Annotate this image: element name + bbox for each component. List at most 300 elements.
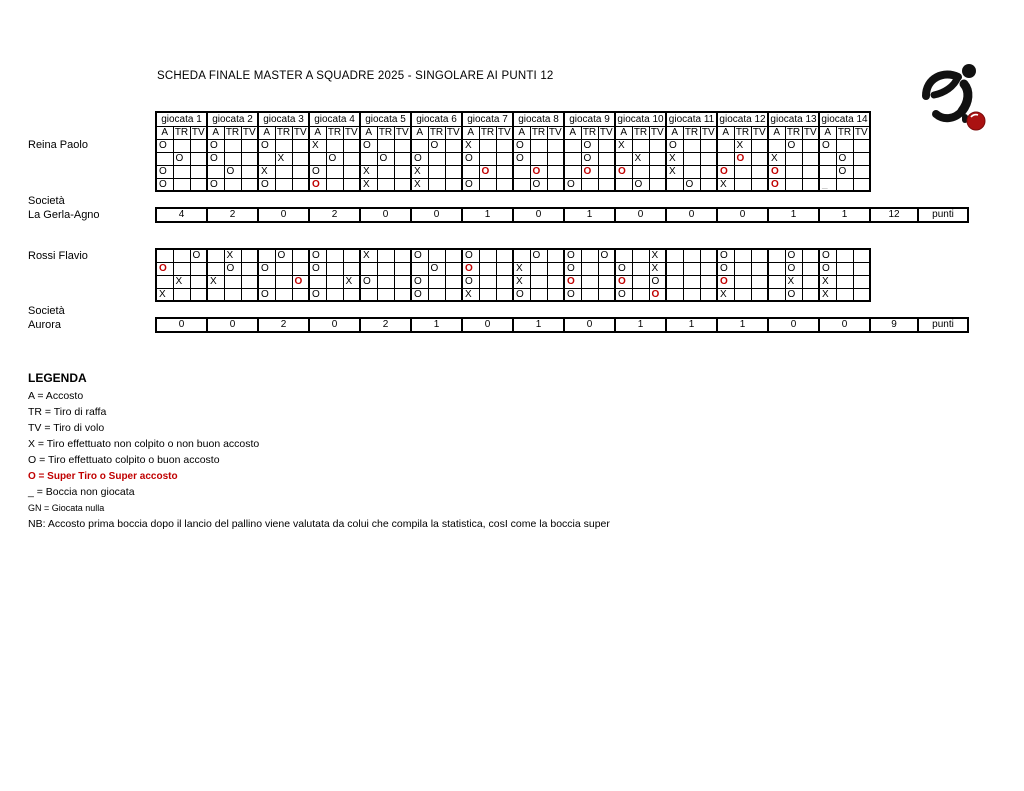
grid-cell [275, 139, 292, 152]
grid-cell [377, 178, 394, 191]
grid-cell [207, 165, 224, 178]
grid-cell [598, 288, 615, 301]
grid-cell [819, 152, 836, 165]
grid-cell: X [819, 288, 836, 301]
grid-cell [683, 165, 700, 178]
grid-cell [275, 262, 292, 275]
grid-cell: O [411, 249, 428, 262]
subcol-header: TR [735, 127, 750, 138]
grid-cell [530, 275, 547, 288]
grid-cell [632, 262, 649, 275]
grid-cell: O [819, 139, 836, 152]
player2-societa-name: Aurora [28, 319, 62, 331]
grid-cell [190, 275, 207, 288]
grid-cell [547, 152, 564, 165]
grid-cell [343, 165, 360, 178]
giocata-points: 0 [309, 318, 360, 332]
grid-cell [343, 178, 360, 191]
subcol-header: A [615, 126, 632, 139]
grid-cell [496, 139, 513, 152]
giocata-points: 1 [513, 318, 564, 332]
grid-cell [275, 165, 292, 178]
grid-cell [700, 288, 717, 301]
grid-cell [377, 249, 394, 262]
grid-cell [394, 139, 411, 152]
player2-societa-label: Società [28, 305, 65, 317]
grid-cell [394, 275, 411, 288]
grid-cell [632, 139, 649, 152]
grid-cell [445, 139, 462, 152]
grid-cell [190, 139, 207, 152]
grid-cell: O [258, 139, 275, 152]
giocata-header: giocata 8 [513, 112, 564, 126]
giocata-points: 2 [258, 318, 309, 332]
giocata-header: giocata 9 [564, 112, 615, 126]
grid-cell [751, 262, 768, 275]
grid-cell [547, 178, 564, 191]
subcol-header: TV [445, 126, 462, 139]
grid-cell [683, 139, 700, 152]
grid-cell [547, 165, 564, 178]
grid-cell [428, 165, 445, 178]
grid-cell [292, 249, 309, 262]
grid-cell: O [836, 165, 853, 178]
giocata-points: 0 [768, 318, 819, 332]
grid-cell [751, 152, 768, 165]
grid-cell [751, 249, 768, 262]
subcol-header: TR [480, 127, 495, 138]
grid-cell [445, 178, 462, 191]
giocata-points: 1 [819, 208, 870, 222]
grid-cell: X [275, 152, 292, 165]
grid-cell [326, 249, 343, 262]
legend-item: LEGENDA [28, 371, 87, 385]
grid-cell: X [717, 178, 734, 191]
grid-cell: O [819, 249, 836, 262]
giocata-header: giocata 4 [309, 112, 360, 126]
grid-cell: X [343, 275, 360, 288]
grid-cell [241, 165, 258, 178]
legend-item: GN = Giocata nulla [28, 503, 105, 513]
legend-item: TR = Tiro di raffa [28, 406, 107, 418]
subcol-header: TR [225, 127, 240, 138]
grid-cell: X [734, 139, 751, 152]
grid-cell: O [411, 288, 428, 301]
grid-cell [360, 262, 377, 275]
score-grid-table [155, 248, 871, 302]
grid-cell [241, 288, 258, 301]
giocata-points: 1 [615, 318, 666, 332]
grid-cell [343, 152, 360, 165]
grid-cell [564, 165, 581, 178]
grid-cell: X [649, 262, 666, 275]
subcol-header: A [717, 126, 734, 139]
total-points: 9 [870, 318, 918, 332]
grid-cell: X [173, 275, 190, 288]
player2-name: Rossi Flavio [28, 250, 88, 262]
grid-cell: X [717, 288, 734, 301]
giocata-points: 0 [819, 318, 870, 332]
grid-cell [224, 139, 241, 152]
grid-cell [819, 165, 836, 178]
player1-societa-label: Società [28, 195, 65, 207]
grid-cell: O [785, 288, 802, 301]
subcol-header: A [513, 126, 530, 139]
grid-cell [496, 262, 513, 275]
grid-cell [394, 249, 411, 262]
grid-cell: O [258, 262, 275, 275]
giocata-points: 1 [411, 318, 462, 332]
grid-cell [751, 288, 768, 301]
giocata-header: giocata 6 [411, 112, 462, 126]
giocata-points: 1 [666, 318, 717, 332]
grid-cell [326, 288, 343, 301]
grid-cell: X [768, 152, 785, 165]
giocata-points: 0 [462, 318, 513, 332]
grid-cell: O [513, 139, 530, 152]
grid-cell: X [258, 165, 275, 178]
grid-cell [292, 262, 309, 275]
grid-cell [292, 152, 309, 165]
grid-cell [649, 139, 666, 152]
grid-cell: O [462, 178, 479, 191]
grid-cell [479, 139, 496, 152]
grid-cell: O [649, 288, 666, 301]
giocata-points: 2 [309, 208, 360, 222]
giocata-header: giocata 3 [258, 112, 309, 126]
legend-item: O = Tiro effettuato colpito o buon accosto [28, 454, 220, 466]
giocata-header: giocata 13 [768, 112, 819, 126]
punti-label: punti [918, 208, 968, 222]
grid-cell [190, 152, 207, 165]
grid-cell [326, 262, 343, 275]
grid-cell [785, 152, 802, 165]
grid-cell [836, 262, 853, 275]
grid-cell [479, 275, 496, 288]
grid-cell [343, 262, 360, 275]
grid-cell [768, 275, 785, 288]
grid-cell: O [411, 275, 428, 288]
grid-cell [530, 139, 547, 152]
legend-item: A = Accosto [28, 390, 84, 402]
giocata-header: giocata 14 [819, 112, 870, 126]
grid-cell: X [785, 275, 802, 288]
player1-name: Reina Paolo [28, 139, 88, 151]
grid-cell [751, 178, 768, 191]
grid-cell: O [258, 178, 275, 191]
grid-cell: O [530, 165, 547, 178]
grid-cell [802, 275, 819, 288]
subcol-header: TV [292, 126, 309, 139]
grid-cell [513, 249, 530, 262]
giocata-points: 2 [360, 318, 411, 332]
subcol-header: TV [241, 126, 258, 139]
grid-cell [802, 262, 819, 275]
grid-cell [564, 152, 581, 165]
subcol-header: TR [786, 127, 801, 138]
grid-cell: O [309, 178, 326, 191]
legend-item: TV = Tiro di volo [28, 422, 105, 434]
grid-cell [581, 262, 598, 275]
grid-cell [581, 178, 598, 191]
grid-cell [445, 288, 462, 301]
giocata-points: 0 [666, 208, 717, 222]
grid-cell [343, 139, 360, 152]
grid-cell [173, 165, 190, 178]
grid-cell [547, 249, 564, 262]
grid-cell [173, 249, 190, 262]
grid-cell [666, 275, 683, 288]
grid-cell: O [207, 152, 224, 165]
grid-cell [479, 152, 496, 165]
grid-cell [615, 178, 632, 191]
giocata-header: giocata 12 [717, 112, 768, 126]
grid-cell [683, 152, 700, 165]
grid-cell: X [666, 152, 683, 165]
giocata-points: 0 [207, 318, 258, 332]
giocata-points: 1 [564, 208, 615, 222]
grid-cell [445, 262, 462, 275]
grid-cell: O [836, 152, 853, 165]
grid-cell [734, 288, 751, 301]
subcol-header: A [309, 126, 326, 139]
grid-cell: O [411, 152, 428, 165]
grid-cell: X [207, 275, 224, 288]
grid-cell: X [309, 139, 326, 152]
grid-cell [190, 165, 207, 178]
subcol-header: TV [343, 126, 360, 139]
grid-cell [156, 152, 173, 165]
subcol-header: A [156, 126, 173, 139]
points-table [155, 317, 969, 333]
grid-cell [649, 178, 666, 191]
subcol-header: TR [633, 127, 648, 138]
punti-label: punti [918, 318, 968, 332]
grid-cell [751, 139, 768, 152]
grid-cell: O [615, 275, 632, 288]
grid-cell [445, 152, 462, 165]
grid-cell [632, 288, 649, 301]
giocata-points: 1 [717, 318, 768, 332]
subcol-header: A [360, 126, 377, 139]
grid-cell: O [156, 178, 173, 191]
grid-cell [802, 249, 819, 262]
grid-cell: O [581, 165, 598, 178]
grid-cell [700, 139, 717, 152]
grid-cell [377, 262, 394, 275]
subcol-header: A [462, 126, 479, 139]
grid-cell [428, 275, 445, 288]
grid-cell [275, 275, 292, 288]
score-grid-table [155, 111, 871, 192]
grid-cell [666, 249, 683, 262]
grid-cell [683, 249, 700, 262]
grid-cell [513, 178, 530, 191]
grid-cell [802, 288, 819, 301]
grid-cell: O [615, 165, 632, 178]
giocata-header: giocata 1 [156, 112, 207, 126]
legend-item: X = Tiro effettuato non colpito o non buon accosto [28, 438, 260, 450]
subcol-header: TR [327, 127, 342, 138]
grid-cell [632, 249, 649, 262]
grid-cell [241, 262, 258, 275]
grid-cell: O [326, 152, 343, 165]
grid-cell [224, 288, 241, 301]
legend-item: _ = Boccia non giocata [28, 486, 135, 498]
giocata-points: 1 [768, 208, 819, 222]
grid-cell [224, 178, 241, 191]
giocata-points: 0 [258, 208, 309, 222]
grid-cell [700, 275, 717, 288]
grid-cell [343, 288, 360, 301]
subcol-header: TR [582, 127, 597, 138]
grid-cell [785, 165, 802, 178]
grid-cell: O [207, 139, 224, 152]
giocata-points: 0 [156, 318, 207, 332]
grid-cell [190, 288, 207, 301]
points-table [155, 207, 969, 223]
giocata-points: 0 [717, 208, 768, 222]
grid-cell [581, 288, 598, 301]
grid-cell [394, 152, 411, 165]
grid-cell [428, 178, 445, 191]
grid-cell [836, 288, 853, 301]
grid-cell [445, 275, 462, 288]
subcol-header: TR [276, 127, 291, 138]
grid-cell: O [666, 139, 683, 152]
grid-cell: O [598, 249, 615, 262]
grid-cell: _ [819, 178, 836, 191]
grid-cell [496, 275, 513, 288]
grid-cell: O [530, 178, 547, 191]
grid-cell [496, 288, 513, 301]
subcol-header: A [819, 126, 836, 139]
grid-cell [258, 275, 275, 288]
grid-cell [683, 275, 700, 288]
grid-cell [258, 249, 275, 262]
grid-cell [207, 288, 224, 301]
grid-cell: X [224, 249, 241, 262]
grid-cell [360, 152, 377, 165]
grid-cell: O [309, 288, 326, 301]
grid-cell [292, 178, 309, 191]
grid-cell [802, 139, 819, 152]
grid-cell: O [785, 262, 802, 275]
giocata-points: 0 [615, 208, 666, 222]
grid-cell [479, 262, 496, 275]
subcol-header: TV [802, 126, 819, 139]
grid-cell [853, 165, 870, 178]
grid-cell [836, 139, 853, 152]
grid-cell: X [649, 249, 666, 262]
grid-cell [853, 249, 870, 262]
grid-cell [700, 178, 717, 191]
grid-cell [275, 178, 292, 191]
grid-cell: O [785, 249, 802, 262]
grid-cell [853, 152, 870, 165]
grid-cell [428, 288, 445, 301]
grid-cell [394, 178, 411, 191]
grid-cell: O [717, 275, 734, 288]
grid-cell [292, 165, 309, 178]
grid-cell [598, 262, 615, 275]
grid-cell: X [462, 288, 479, 301]
grid-cell [445, 249, 462, 262]
grid-cell: O [224, 262, 241, 275]
grid-cell [445, 165, 462, 178]
grid-cell [768, 288, 785, 301]
giocata-header: giocata 10 [615, 112, 666, 126]
grid-cell: O [156, 262, 173, 275]
grid-cell [241, 152, 258, 165]
grid-cell: O [615, 262, 632, 275]
grid-cell [598, 275, 615, 288]
grid-cell [700, 152, 717, 165]
subcol-header: TR [174, 127, 189, 138]
subcol-header: A [564, 126, 581, 139]
grid-cell: O [275, 249, 292, 262]
grid-cell [598, 152, 615, 165]
subcol-header: TV [598, 126, 615, 139]
grid-cell: X [513, 262, 530, 275]
grid-cell: X [360, 249, 377, 262]
grid-cell: X [411, 178, 428, 191]
sheet-title: SCHEDA FINALE MASTER A SQUADRE 2025 - SINGOLARE AI PUNTI 12 [157, 70, 554, 82]
grid-cell [768, 262, 785, 275]
grid-cell [258, 152, 275, 165]
grid-cell [581, 249, 598, 262]
grid-cell: O [462, 275, 479, 288]
bocce-player-logo-icon [918, 60, 990, 134]
grid-cell [836, 275, 853, 288]
grid-cell [309, 275, 326, 288]
grid-cell [173, 262, 190, 275]
grid-cell [853, 275, 870, 288]
grid-cell [377, 139, 394, 152]
grid-cell [547, 139, 564, 152]
grid-cell [598, 139, 615, 152]
subcol-header: TR [378, 127, 393, 138]
grid-cell: X [666, 165, 683, 178]
giocata-points: 1 [462, 208, 513, 222]
grid-cell [768, 249, 785, 262]
grid-cell [717, 139, 734, 152]
grid-cell [479, 249, 496, 262]
giocata-header: giocata 5 [360, 112, 411, 126]
grid-cell: O [768, 165, 785, 178]
grid-cell [683, 262, 700, 275]
grid-cell [326, 139, 343, 152]
grid-cell [394, 165, 411, 178]
grid-cell [394, 262, 411, 275]
grid-cell: O [530, 249, 547, 262]
grid-cell: O [649, 275, 666, 288]
grid-cell: O [632, 178, 649, 191]
grid-cell [768, 139, 785, 152]
grid-cell [530, 262, 547, 275]
giocata-header: giocata 11 [666, 112, 717, 126]
grid-cell: O [292, 275, 309, 288]
subcol-header: TR [684, 127, 699, 138]
grid-cell [343, 249, 360, 262]
grid-cell: O [564, 178, 581, 191]
grid-cell: O [513, 152, 530, 165]
grid-cell [479, 178, 496, 191]
subcol-header: A [258, 126, 275, 139]
grid-cell: O [428, 262, 445, 275]
player-head [962, 64, 976, 78]
grid-cell [156, 275, 173, 288]
